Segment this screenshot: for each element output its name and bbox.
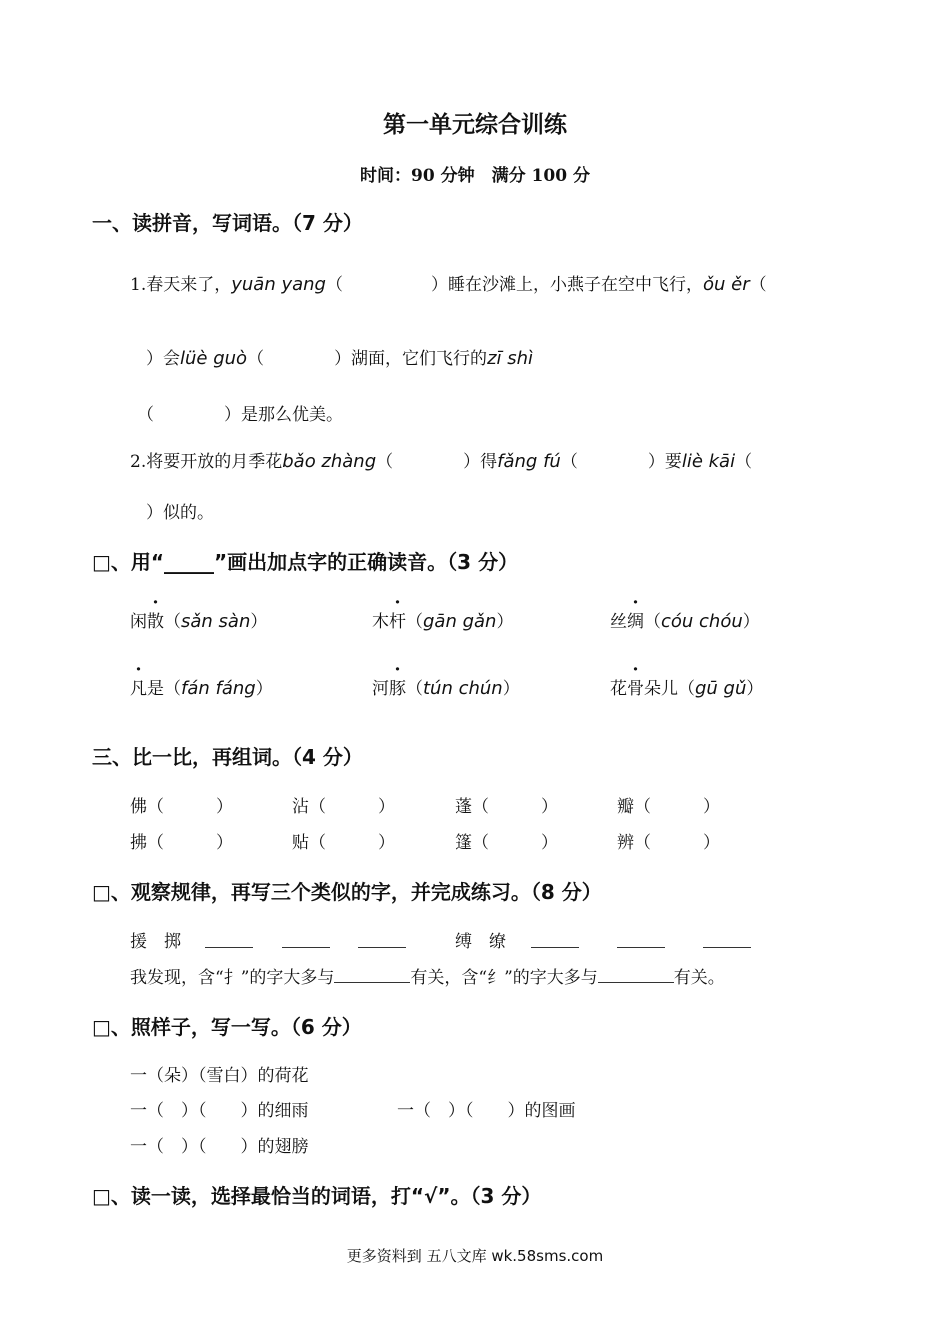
s3-cell: 篷（ ） [455,833,558,853]
s1-q1-line3: （ ）是那么优美。 [137,405,343,425]
section-3-heading: 三、比一比，再组词。（4 分） [92,745,363,769]
s5-line: 一（ ）（ ）的细雨 [130,1101,309,1121]
s4-sentence-blank[interactable] [598,981,674,983]
s2-item: 闲散（sǎn sàn） [130,607,267,632]
s4-blank[interactable] [205,946,253,948]
s2-item-chars: 花骨朵儿 [610,679,678,699]
dotted-char: 杆 [389,612,406,632]
s2-item: 花骨朵儿（gū gǔ） [610,674,763,699]
s1-q1-line2: ）会lüè guò（ ）湖面，它们飞行的zī shì [146,348,534,369]
s2-item-chars: 凡是 [130,679,164,699]
s1-q1-text-c: ）会 [146,349,180,369]
s5-example: 一（朵）（雪白）的荷花 [130,1066,309,1086]
s3-cell: 贴（ ） [292,833,395,853]
s3-cell: 拂（ ） [130,833,233,853]
dotted-char: 骨 [627,679,644,699]
s4-sentence-blank[interactable] [334,981,410,983]
exam-meta: 时间：90 分钟 满分 100 分 [360,166,590,186]
s4-blank[interactable] [617,946,665,948]
s1-q2-text-d: ）似的。 [146,503,214,523]
s3-cell: 瓣（ ） [617,797,720,817]
dotted-char: 凡 [130,679,147,699]
s2-item-pinyin: cóu chóu [661,611,743,632]
s4-group-1: 援 掷 [130,932,181,952]
s2-item-chars: 丝绸 [610,612,644,632]
s4-sentence: 我发现，含“扌”的字大多与 有关，含“纟”的字大多与 有关。 [130,968,725,988]
s4-blank[interactable] [531,946,579,948]
s2-item: 木杆（gān gǎn） [372,607,513,632]
s2-item-chars: 河豚 [372,679,406,699]
section-2-heading: □、用“_____”画出加点字的正确读音。（3 分） [92,550,519,574]
s2-item-chars: 闲散 [130,612,164,632]
s4-blank[interactable] [282,946,330,948]
section-6-heading: □、读一读，选择最恰当的词语，打“√”。（3 分） [92,1184,542,1208]
s5-line: 一（ ）（ ）的图画 [397,1101,576,1121]
s2-item-pinyin: gān gǎn [423,611,497,632]
s1-q1-text-e: ）是那么优美。 [224,405,343,425]
s1-q2-line1: 2.将要开放的月季花bǎo zhàng（ ）得fǎng fú（ ）要liè kāi（ [130,451,753,472]
page-title: 第一单元综合训练 [383,112,567,138]
s1-q1-text-b: ）睡在沙滩上，小燕子在空中飞行， [430,275,703,295]
s1-q2-pinyin-2: fǎng fú [497,451,561,472]
s3-cell: 蓬（ ） [455,797,558,817]
s1-q1-text-a: 1.春天来了， [130,275,232,295]
s1-q2-text-b: ）得 [463,452,498,472]
s3-cell: 沾（ ） [292,797,395,817]
dotted-char: 散 [147,612,164,632]
s4-blank[interactable] [703,946,751,948]
s1-q2-pinyin-1: bǎo zhàng [282,451,377,472]
s1-q2-text-c: ）要 [647,452,682,472]
s1-q1-pinyin-1: yuān yang [231,274,326,295]
s2-item: 丝绸（cóu chóu） [610,607,760,632]
s4-blank[interactable] [358,946,406,948]
s2-item: 河豚（tún chún） [372,674,520,699]
s3-cell: 辨（ ） [617,833,720,853]
s1-q2-pinyin-3: liè kāi [681,451,736,472]
s1-q1-text-d: ）湖面，它们飞行的 [334,349,488,369]
s2-item-chars: 木杆 [372,612,406,632]
footer-text: 更多资料到 五八文库 wk.58sms.com [346,1247,604,1265]
s2-item: 凡是（fán fáng） [130,674,273,699]
section-5-heading: □、照样子，写一写。（6 分） [92,1015,362,1039]
section-1-heading: 一、读拼音，写词语。（7 分） [92,211,363,235]
dotted-char: 豚 [389,679,406,699]
s1-q2-line2 [146,498,214,523]
s1-q1-pinyin-3: lüè guò [180,348,248,369]
s2-item-pinyin: sǎn sàn [181,611,251,632]
s5-line: 一（ ）（ ）的翅膀 [130,1137,309,1157]
s4-group-2: 缚 缭 [455,932,506,952]
s1-q1-pinyin-4: zī shì [487,348,534,369]
s2-item-pinyin: tún chún [423,678,503,699]
s1-q1-line1: 1.春天来了，yuān yang（ ）睡在沙滩上，小燕子在空中飞行，ǒu ěr（ [130,274,767,295]
s1-q2-text-a: 2.将要开放的月季花 [130,452,283,472]
s3-cell: 佛（ ） [130,797,233,817]
dotted-char: 绸 [627,612,644,632]
s2-item-pinyin: fán fáng [181,678,256,699]
s1-q1-pinyin-2: ǒu ěr [702,274,750,295]
section-4-heading: □、观察规律，再写三个类似的字，并完成练习。（8 分） [92,880,602,904]
s2-item-pinyin: gū gǔ [695,678,747,699]
